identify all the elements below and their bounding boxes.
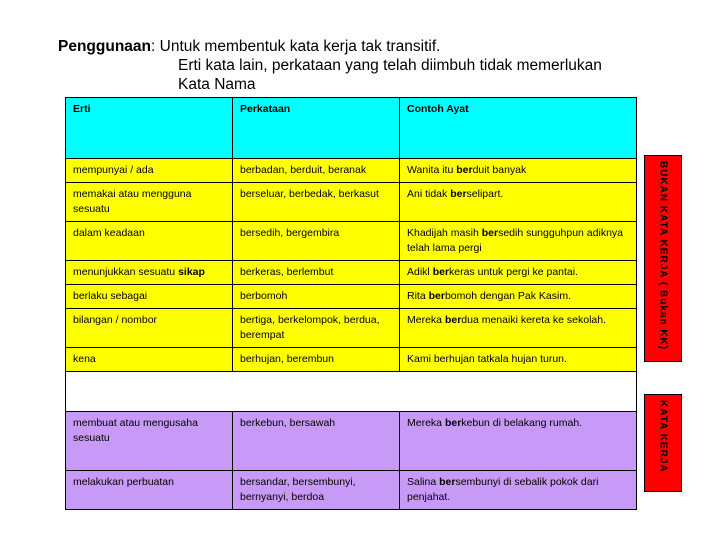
contoh-prefix-bold: ber [444,417,462,429]
contoh-post: selipart. [466,188,504,200]
cell-erti: berlaku sebagai [66,285,233,309]
contoh-post: dua menaiki kereta ke sekolah. [461,314,607,326]
cell-perkataan: berbomoh [233,285,400,309]
contoh-prefix-bold: ber [456,164,473,176]
cell-erti: bilangan / nombor [66,309,233,348]
cell-erti: dalam keadaan [66,222,233,261]
cell-contoh [400,261,637,285]
cell-perkataan: bertiga, berkelompok, berdua, berempat [233,309,400,348]
contoh-prefix-bold: ber [439,476,456,488]
header-line-1 [58,37,440,56]
erti-bold: sikap [178,266,205,278]
table-row [66,261,637,285]
cell-erti: kena [66,348,233,372]
cell-erti: mempunyai / ada [66,159,233,183]
table-row [66,222,637,261]
side-label-text: KATA KERJA [657,400,669,473]
cell-erti: melakukan perbuatan [66,471,233,510]
cell-contoh [400,412,637,471]
header-continuation [178,56,698,94]
header-line-2: Erti kata lain, perkataan yang telah diimbuh tidak memerlukan [178,57,602,74]
side-label-bukan-kata-kerja [644,155,682,362]
contoh-pre: Adikl [407,266,433,278]
contoh-pre: Khadijah masih [407,227,482,239]
header-text-1: : Untuk membentuk kata kerja tak transitif. [151,38,441,55]
contoh-pre: Kami berhujan tatkala hujan turun. [407,353,567,365]
table-row [66,471,637,510]
table-header-row [66,98,637,159]
cell-perkataan: berbadan, berduit, beranak [233,159,400,183]
cell-erti: membuat atau mengusaha sesuatu [66,412,233,471]
cell-perkataan: berseluar, berbedak, berkasut [233,183,400,222]
erti-pre: menunjukkan sesuatu [73,266,179,278]
contoh-post: sedih sungguhpun adiknya telah lama pergi [407,227,623,254]
contoh-pre: Ani tidak [407,188,451,200]
table-row [66,285,637,309]
contoh-post: sembunyi di sebalik pokok dari penjahat. [407,476,599,503]
contoh-post: duit banyak [472,164,527,176]
cell-contoh [400,348,637,372]
contoh-pre: Salina [407,476,440,488]
imbuhan-table [65,97,637,510]
cell-perkataan: bersandar, bersembunyi, bernyanyi, berdoa [233,471,400,510]
contoh-prefix-bold: ber [428,290,445,302]
contoh-post: keras untuk pergi ke pantai. [449,266,579,278]
cell-perkataan: berkebun, bersawah [233,412,400,471]
header-erti: Erti [66,98,233,159]
contoh-prefix-bold: ber [432,266,450,278]
side-label-kata-kerja [644,394,682,492]
cell-erti: memakai atau mengguna sesuatu [66,183,233,222]
cell-erti [66,261,233,285]
separator-cell [66,372,637,412]
side-label-text: BUKAN KATA KERJA ( Bukan KK) [657,161,669,351]
contoh-pre: Mereka [407,417,445,429]
cell-perkataan: berhujan, berembun [233,348,400,372]
cell-contoh [400,471,637,510]
cell-perkataan: bersedih, bergembira [233,222,400,261]
contoh-prefix-bold: ber [444,314,462,326]
cell-perkataan: berkeras, berlembut [233,261,400,285]
table-row [66,159,637,183]
table-row [66,348,637,372]
header [58,37,602,93]
table-row [66,412,637,471]
table-row [66,183,637,222]
separator-row [66,372,637,412]
cell-contoh [400,309,637,348]
cell-contoh [400,285,637,309]
contoh-pre: Rita [407,290,429,302]
contoh-prefix-bold: ber [481,227,499,239]
contoh-pre: Wanita itu [407,164,457,176]
cell-contoh [400,222,637,261]
table-row [66,309,637,348]
header-contoh-ayat: Contoh Ayat [400,98,637,159]
contoh-post: bomoh dengan Pak Kasim. [444,290,572,302]
cell-contoh [400,183,637,222]
cell-contoh [400,159,637,183]
contoh-pre: Mereka [407,314,445,326]
header-line-3: Kata Nama [178,76,256,93]
contoh-prefix-bold: ber [450,188,467,200]
contoh-post: kebun di belakang rumah. [461,417,583,429]
header-perkataan: Perkataan [233,98,400,159]
header-label: Penggunaan [58,38,152,55]
